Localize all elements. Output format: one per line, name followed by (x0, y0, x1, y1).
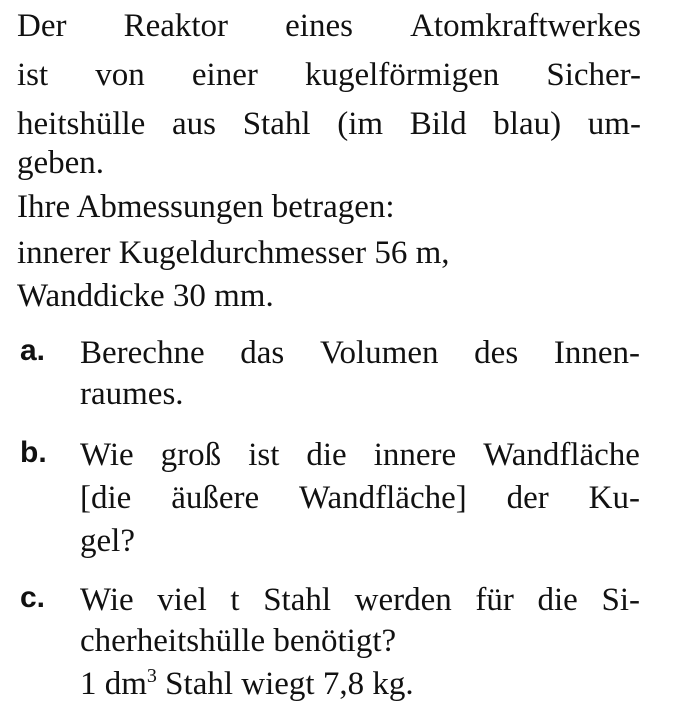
word: kugelförmigen (304, 57, 500, 93)
word: Bild (409, 106, 467, 142)
word: Der (17, 8, 67, 44)
word: ist (17, 57, 49, 93)
word: Innen- (553, 335, 640, 371)
word: des (474, 335, 519, 371)
word: innere (373, 437, 457, 473)
word: um- (587, 106, 641, 142)
word: die (537, 582, 578, 618)
task-c-note (80, 664, 640, 704)
word: heitshülle (17, 106, 146, 142)
intro-line-1 (17, 6, 641, 46)
word: Reaktor (123, 8, 229, 44)
intro-line-2 (17, 55, 641, 95)
note-suffix: Stahl wiegt 7,8 kg. (156, 666, 414, 702)
word: für (475, 582, 514, 618)
intro-line-4: geben. (17, 145, 105, 181)
task-a-line-2: raumes. (80, 376, 184, 412)
task-b-line-2 (80, 478, 640, 518)
word: werden (354, 582, 452, 618)
word: ist (248, 437, 280, 473)
word: Berechne (80, 335, 205, 371)
task-b-label: b. (20, 436, 47, 469)
intro-line-7: Wanddicke 30 mm. (17, 278, 274, 314)
intro-line-5: Ihre Abmessungen betragen: (17, 189, 395, 225)
word: Wandfläche] (299, 480, 467, 516)
word: blau) (493, 106, 562, 142)
task-a-line-1 (80, 333, 640, 373)
word: Sicher- (546, 57, 641, 93)
task-a-label: a. (20, 334, 46, 367)
word: (im (337, 106, 384, 142)
word: der (506, 480, 549, 516)
word: aus (172, 106, 216, 142)
word: einer (191, 57, 258, 93)
intro-line-3 (17, 104, 641, 144)
task-b-line-1 (80, 435, 640, 475)
word: die (306, 437, 347, 473)
note-superscript: 3 (146, 665, 157, 687)
word: [die (80, 480, 132, 516)
word: Stahl (263, 582, 332, 618)
word: Volumen (319, 335, 439, 371)
word: eines (285, 8, 353, 44)
intro-line-6: innerer Kugeldurchmesser 56 m, (17, 235, 450, 271)
word: Wandfläche (483, 437, 640, 473)
word: das (240, 335, 285, 371)
task-b-line-3: gel? (80, 523, 135, 559)
word: Atomkraftwerkes (410, 8, 641, 44)
word: Wie (80, 437, 134, 473)
word: von (95, 57, 145, 93)
task-c-line-2: cherheitshülle benötigt? (80, 623, 397, 659)
task-c-label: c. (20, 581, 46, 614)
word: viel (157, 582, 207, 618)
word: Stahl (242, 106, 311, 142)
task-c-line-1 (80, 580, 640, 620)
note-prefix: 1 dm (80, 666, 147, 702)
word: Si- (601, 582, 640, 618)
word: groß (160, 437, 222, 473)
word: Wie (80, 582, 134, 618)
word: t (230, 582, 240, 618)
word: äußere (171, 480, 260, 516)
word: Ku- (588, 480, 640, 516)
